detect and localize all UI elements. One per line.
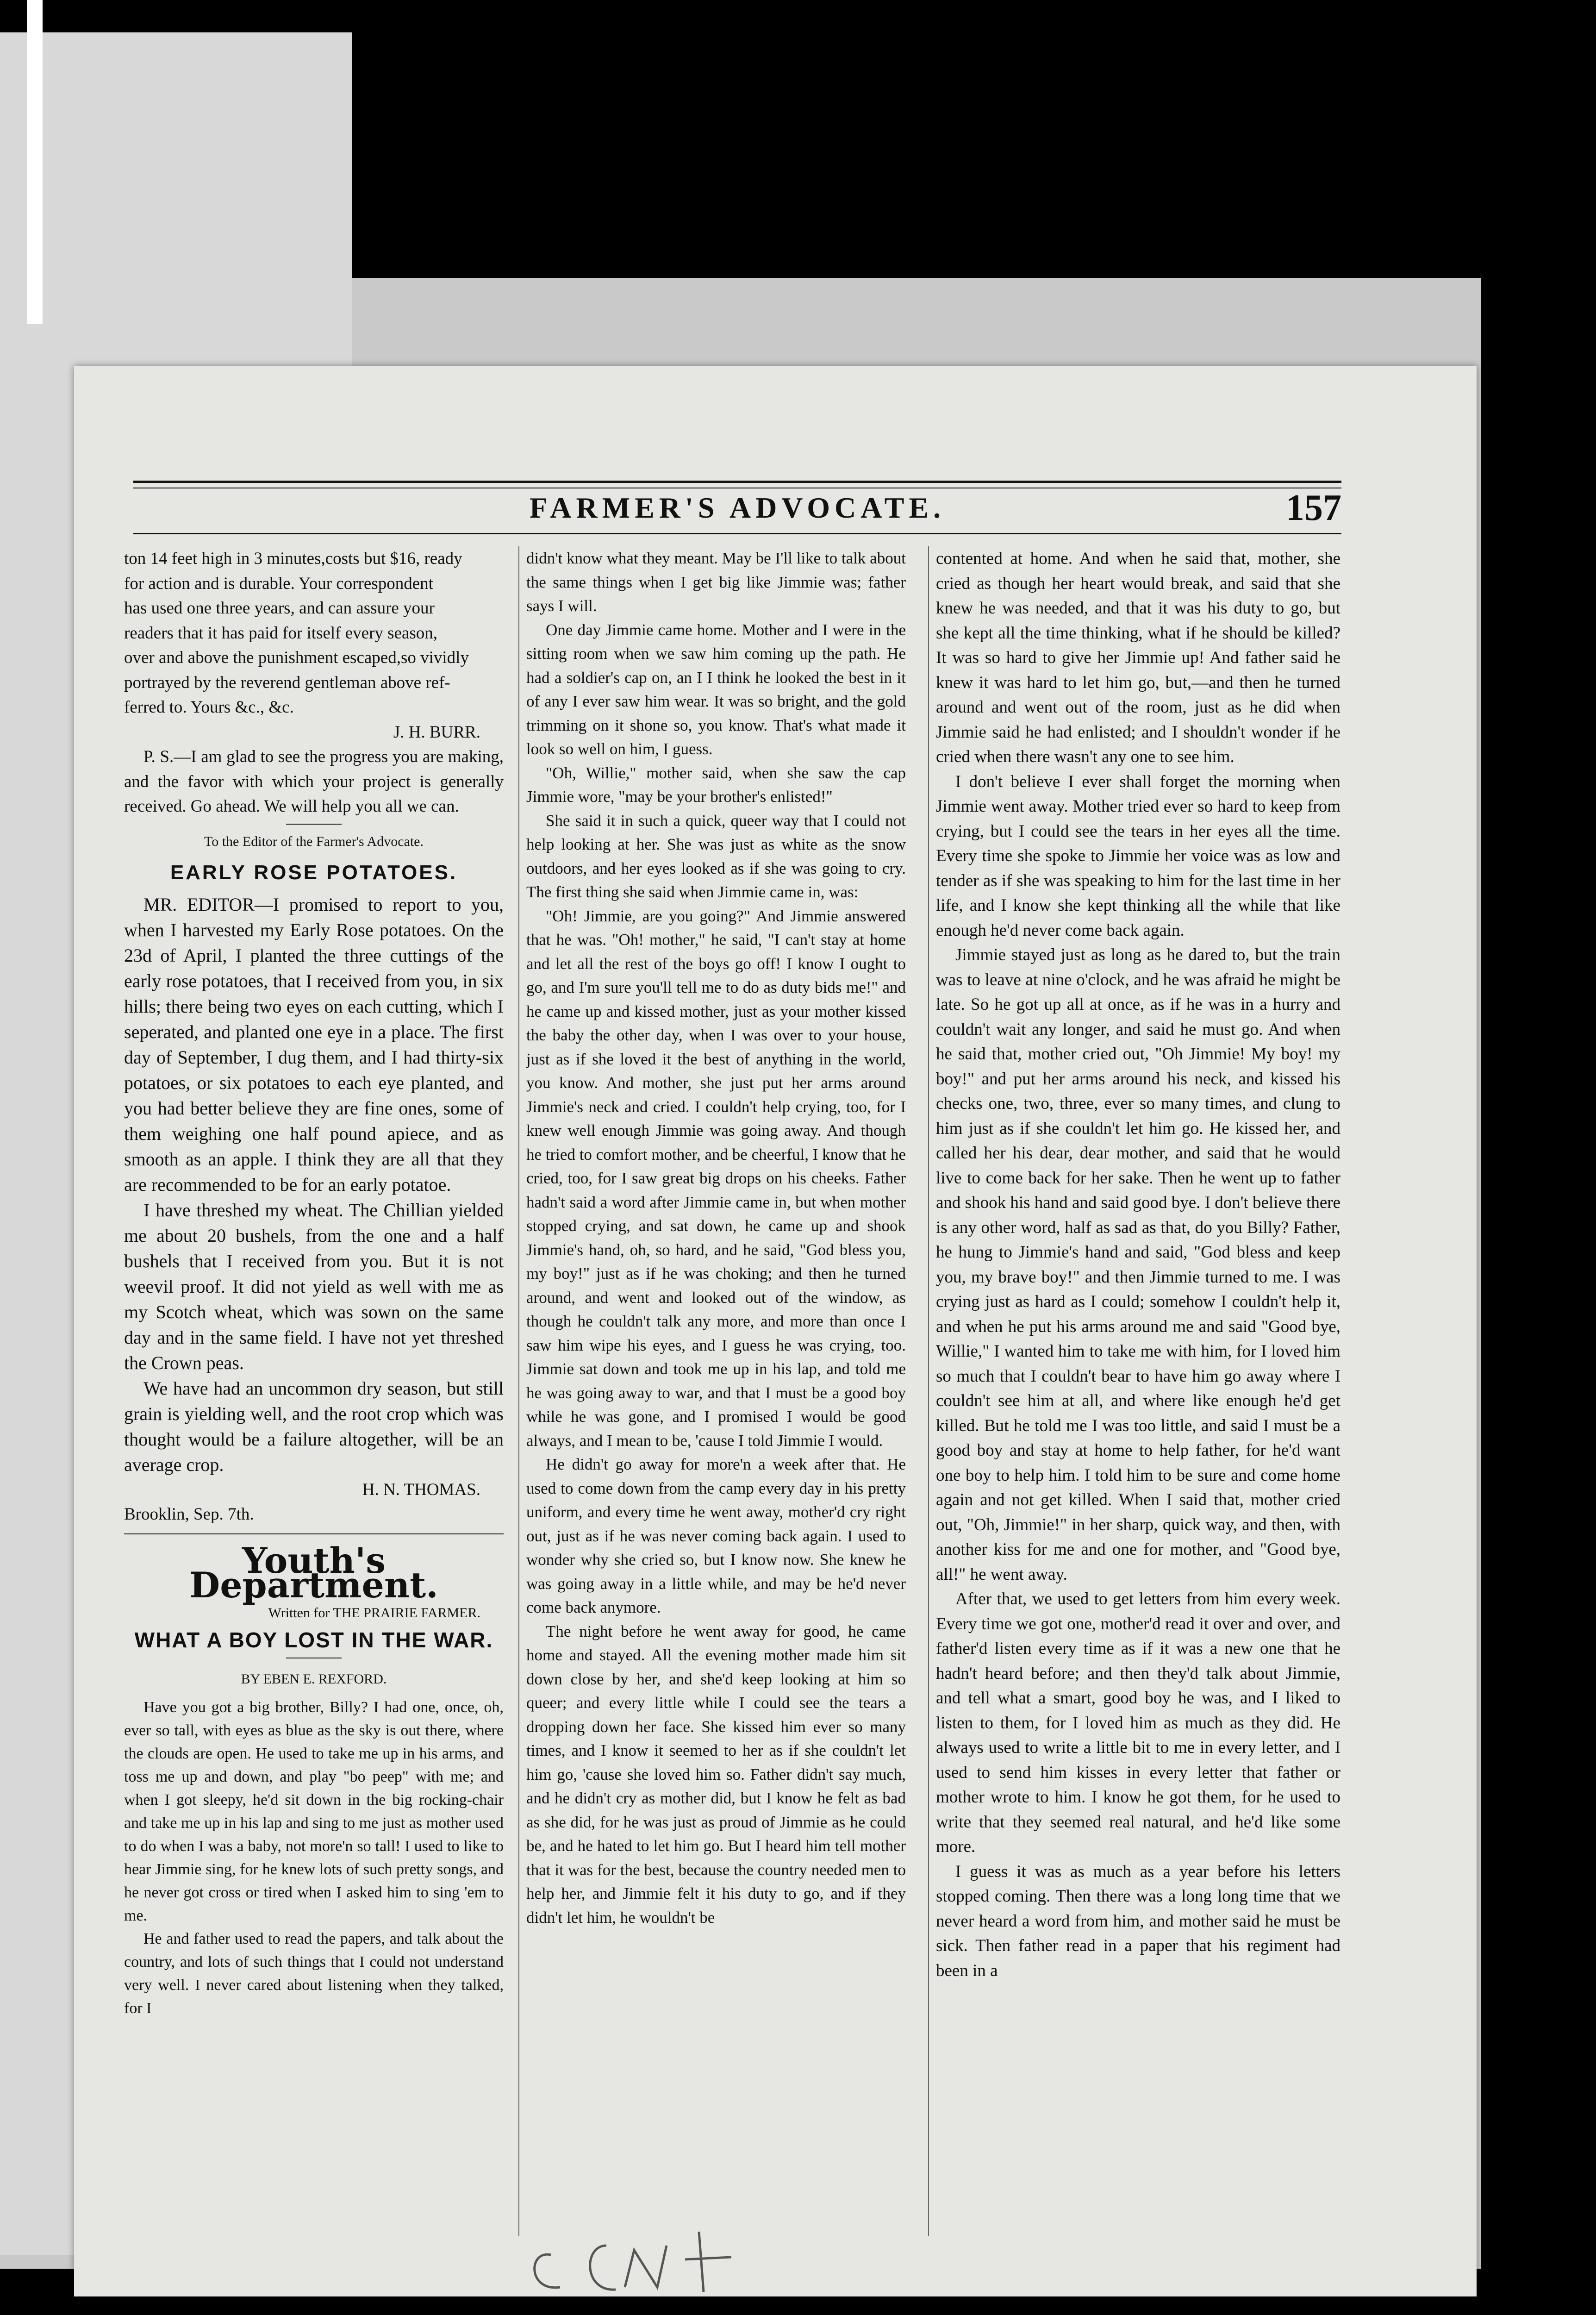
letter-line-3: has used one three years, and can assure your <box>124 599 435 618</box>
letter-line-2: for action and is durable. Your correspondent <box>124 574 433 593</box>
header-rule-bottom <box>133 533 1341 534</box>
header-rule-top <box>133 481 1341 488</box>
letter-line-1: ton 14 feet high in 3 minutes,costs but $16, ready <box>124 549 462 568</box>
column-divider-2 <box>928 546 929 2236</box>
col3-paragraph-1: contented at home. And when he said that, mother, she cried as though her heart would break, and said that she knew he was needed, and that it was his duty to go, but she kept all the time thinking, what if he should be killed? It was so hard to give her Jimmie up! And father said he knew it was hard to let him go, but,—and then he turned around and went out of the room, just as he did when Jimmie said he had enlisted; and I shouldn't wonder if he cried when there wasn't any one to see him. <box>936 549 1340 766</box>
column-divider-1 <box>518 546 519 2236</box>
col2-paragraph-6: He didn't go away for more'n a week after that. He used to come down from the camp every day in his pretty uniform, and every time he went away, mother'd cry right out, just as if he was never coming back again. I used to wonder why she cried so, but I know now. She knew he was going away in a little while, and may be he'd never come back anymore. <box>526 1455 906 1616</box>
scan-edge-bar-top <box>27 0 43 324</box>
section-rule <box>124 1533 504 1534</box>
page-header <box>133 481 1341 534</box>
col3-paragraph-3: Jimmie stayed just as long as he dared to, but the train was to leave at nine o'clock, and he was afraid he might be late. So he got up all at once, as if he was in a hurry and couldn't wait any longer, and said he must go. And when he said that, mother cried out, "Oh Jimmie! My boy! my boy!" and put her arms around his neck, and kissed his checks one, two, three, ever so many times, and clung to him just as if she couldn't let him go. He kissed her, and called her his dear, dear mother, and said that he would live to come back for her sake. Then he went up to father and shook his hand and said good bye. I don't believe there is any other word, half as sad as that, do you Billy? Father, he hung to Jimmie's hand and said, "God bless and keep you, my brave boy!" and then Jimmie turned to me. I was crying just as hard as I could; somehow I couldn't help it, and when he put his arms around me and said "Good bye, Willie," I wanted him to take me with him, for I loved him so much that I couldn't bear to have him go away where I couldn't see him at all, and where like enough he'd get killed. But he told me I was too little, and said I must be a good boy and stay at home to help father, for he'd want one boy to help him. I told him to be sure and come home again and not get killed. When I said that, mother cried out, "Oh, Jimmie!" in her sharp, quick way, and then, with another kiss for me and one for mother, and "Good bye, all!" he went away. <box>936 945 1340 1584</box>
potatoes-paragraph-2: I have threshed my wheat. The Chillian yielded me about 20 bushels, from the one and a half bushels that I received from you. But it is not weevil proof. It did not yield as well with me as my Scotch wheat, which was sown on the same day and in the same field. I have not yet threshed the Crown peas. <box>124 1199 504 1373</box>
story-paragraph-2: He and father used to read the papers, and talk about the country, and lots of such things that I could not understand very well. I never cared about listening when they talked, for I <box>124 1930 504 2017</box>
written-for-line: Written for THE PRAIRIE FARMER. <box>268 1605 480 1620</box>
to-editor-line: To the Editor of the Farmer's Advocate. <box>204 833 424 849</box>
potatoes-paragraph-1: MR. EDITOR—I promised to report to you, when I harvested my Early Rose potatoes. On the 23d of April, I planted the three cuttings of the early rose potatoes, that I received from you, in six hills; there being two eyes on each cutting, which I seperated, and planted one eye in a place. The first day of September, I dug them, and I had thirty-six potatoes, or six potatoes to each eye planted, and you had better believe they are fine ones, some of them weighing one half pound apiece, and as smooth as an apple. I think they are all that they are recommended to be for an early potatoe. <box>124 894 504 1195</box>
column-1 <box>124 546 504 2020</box>
col2-paragraph-4: She said it in such a quick, queer way that I could not help looking at her. She was just as white as the snow outdoors, and her eyes looked as if she was going to cry. The first thing she said when Jimmie came in, was: <box>526 811 906 901</box>
youths-department-title: Youth's Department. <box>189 1539 438 1606</box>
col3-paragraph-5: I guess it was as much as a year before his letters stopped coming. Then there was a long long time that we never heard a word from him, and mother said he must be sick. Then father read in a paper that his regiment had been in a <box>936 1862 1340 1980</box>
early-rose-title: EARLY ROSE POTATOES. <box>170 861 458 884</box>
story-paragraph-1: Have you got a big brother, Billy? I had one, once, oh, ever so tall, with eyes as blue as the sky is out there, where the clouds are open. He used to take me up in his arms, and toss me up and down, and play "bo peep" with me; and when I got sleepy, he'd sit down in the big rocking-chair and take me up in his lap and sing to me just as mother used to do when I was a baby, not more'n so tall! I used to like to hear Jimmie sing, for he knew lots of such pretty songs, and he never got cross or tired when I asked him to sing 'em to me. <box>124 1699 504 1924</box>
col2-paragraph-3: "Oh, Willie," mother said, when she saw the cap Jimmie wore, "may be your brother's enlisted!" <box>526 763 906 806</box>
story-title: WHAT A BOY LOST IN THE WAR. <box>134 1628 493 1652</box>
place-date-line: Brooklin, Sep. 7th. <box>124 1505 254 1524</box>
letter-line-7: ferred to. Yours &c., &c. <box>124 698 294 717</box>
story-byline: BY EBEN E. REXFORD. <box>241 1671 387 1687</box>
col3-paragraph-2: I don't believe I ever shall forget the morning when Jimmie went away. Mother tried ever so hard to keep from crying, but I could see the tears in her eyes all the time. Every time she spoke to Jimmie her voice was as low and tender as if she was speaking to him for the last time in her life, and I know she kept thinking all the while that like enough he'd never come back again. <box>936 772 1340 940</box>
col3-paragraph-4: After that, we used to get letters from him every week. Every time we got one, mother'd read it over and over, and father'd listen every time as if it was a new one that he hadn't heard before; and then they'd talk about Jimmie, and tell what a smart, good boy he was, and I liked to listen to them, for I loved him as much as they did. He always used to write a little bit to me in every letter, and I used to send him kisses in every letter that father or mother wrote to him. I know he got them, for he used to write that they seemed real natural, and he'd like some more. <box>936 1589 1340 1856</box>
signature-thomas: H. N. THOMAS. <box>362 1480 480 1499</box>
separator-rule <box>286 824 342 825</box>
col2-paragraph-7: The night before he went away for good, he came home and stayed. All the evening mother made him sit down close by her, and she'd keep looking at him so queer; and every little while I could see the tears a dropping down her face. She kissed him ever so many times, and I know it seemed to her as if she couldn't let him go, 'cause she loved him so. Father didn't say much, and he didn't cry as mother did, but I know he felt as bad as she did, for he was just as proud of Jimmie as he could be, and he hated to let him go. But I heard him tell mother that it was for the best, because the country needed men to help her, and Jimmie felt it his duty to go, and if they didn't let him, he wouldn't be <box>526 1622 906 1927</box>
postscript: P. S.—I am glad to see the progress you are making, and the favor with which your project is generally received. Go ahead. We will help you all we can. <box>124 747 504 816</box>
col2-paragraph-1: didn't know what they meant. May be I'll like to talk about the same things when I get big like Jimmie was; father says I will. <box>526 549 906 615</box>
column-2 <box>526 546 906 1929</box>
page-number: 157 <box>1286 488 1341 528</box>
handwritten-scribble <box>518 2213 935 2306</box>
masthead-title: FARMER'S ADVOCATE. <box>529 491 946 524</box>
col2-paragraph-2: One day Jimmie came home. Mother and I were in the sitting room when we saw him coming up the path. He had a soldier's cap on, an I I think he looked the best in it of any I ever saw him wear. It was so bright, and the gold trimming on it shone so, you know. That's what made it look so well on him, I guess. <box>526 620 906 758</box>
column-3 <box>936 546 1340 1983</box>
letter-line-6: portrayed by the reverend gentleman above ref- <box>124 673 450 692</box>
letter-line-5: over and above the punishment escaped,so vividly <box>124 648 469 667</box>
letter-line-4: readers that it has paid for itself every season, <box>124 623 438 643</box>
col2-paragraph-5: "Oh! Jimmie, are you going?" And Jimmie answered that he was. "Oh! mother," he said, "I can't stay at home and let all the rest of the boys go off! I know I ought to go, and I'm sure you'll tell me to do as duty bids me!" and he came up and kissed mother, just as your mother kissed the baby the other day, when I was over to your house, just as if she loved it the best of anything in the world, you know. And mother, she just put her arms around Jimmie's neck and cried. I couldn't help crying, too, for I knew well enough Jimmie was going away. And though he tried to comfort mother, and be cheerful, I know that he cried, too, for I saw great big drops on his cheeks. Father hadn't said a word after Jimmie came in, but when mother stopped crying, and sat down, he came up and shook Jimmie's hand, oh, so hard, and he said, "God bless you, my boy!" just as if he was choking; and then he turned around, and went and looked out of the window, as though he couldn't talk any more, and more than once I saw him wipe his eyes, and I guess he was crying, too. Jimmie sat down and took me up in his lap, and told me he was going away to war, and that I must be a good boy while he was gone, and I promised I would be good always, and I mean to be, 'cause I told Jimmie I would. <box>526 907 906 1450</box>
signature-burr: J. H. BURR. <box>393 722 480 742</box>
potatoes-paragraph-3: We have had an uncommon dry season, but still grain is yielding well, and the root crop which was thought would be a failure altogether, will be an average crop. <box>124 1377 504 1475</box>
